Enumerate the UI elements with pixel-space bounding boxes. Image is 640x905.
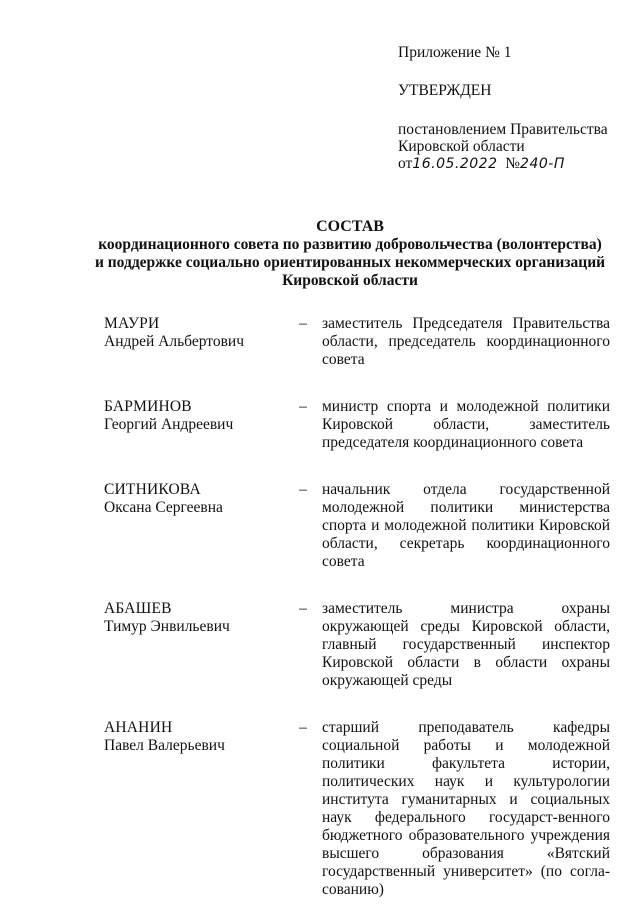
member-row xyxy=(104,600,609,690)
approval-header xyxy=(398,44,628,173)
decree-date-number xyxy=(398,155,628,173)
member-name xyxy=(104,600,284,690)
member-dash: – xyxy=(299,315,307,332)
member-dash: – xyxy=(299,481,307,498)
title-main: СОСТАВ xyxy=(316,218,384,235)
member-surname: МАУРИ xyxy=(104,315,160,332)
member-dash: – xyxy=(299,398,307,415)
title-line-1: координационного совета по развитию добровольчества (волонтерства) xyxy=(98,236,602,253)
decree-line-2: Кировской области xyxy=(398,138,525,155)
member-row xyxy=(104,398,609,452)
member-given-name: Тимур Энвильевич xyxy=(104,618,230,635)
date-prefix: от xyxy=(398,155,413,172)
handwritten-number: 240-П xyxy=(520,156,565,172)
member-name xyxy=(104,719,284,899)
document-title xyxy=(40,218,640,290)
member-surname: АНАНИН xyxy=(104,719,173,736)
title-line-3: Кировской области xyxy=(282,272,418,289)
member-role: заместитель Председателя Правительства области, председатель координационного совета xyxy=(322,315,610,368)
member-given-name: Павел Валерьевич xyxy=(104,737,225,754)
member-given-name: Андрей Альбертович xyxy=(104,333,245,350)
handwritten-date: 16.05.2022 xyxy=(412,156,498,172)
number-prefix: № xyxy=(505,155,521,172)
member-name xyxy=(104,481,284,571)
member-dash: – xyxy=(299,600,307,617)
member-row xyxy=(104,719,609,899)
member-role: начальник отдела государственной молодежной политики министерства спорта и молодежной политики Кировской области, секретарь координационного совета xyxy=(322,481,610,570)
decree-line-1: постановлением Правительства xyxy=(398,121,608,138)
member-name xyxy=(104,398,284,452)
member-row xyxy=(104,315,609,369)
member-surname: АБАШЕВ xyxy=(104,600,172,617)
member-row xyxy=(104,481,609,571)
member-surname: СИТНИКОВА xyxy=(104,481,201,498)
appendix-label: Приложение № 1 xyxy=(398,44,512,61)
member-given-name: Георгий Андреевич xyxy=(104,416,234,433)
member-role: старший преподаватель кафедры социальной работы и молодежной политики факультета истории, политических наук и культурологии института гуманитарных и социальных наук федерального государст-венного бюджетного образовательного учреждения высшего образования «Вятский государственный университет» (по согла-сованию) xyxy=(322,719,610,898)
member-dash: – xyxy=(299,719,307,736)
member-role: министр спорта и молодежной политики Кировской области, заместитель председателя координационного совета xyxy=(322,398,610,451)
member-given-name: Оксана Сергеевна xyxy=(104,499,223,516)
approved-label: УТВЕРЖДЕН xyxy=(398,82,492,99)
member-role: заместитель министра охраны окружающей среды Кировской области, главный государственный инспектор Кировской области в области охраны окружающей среды xyxy=(322,600,610,689)
members-list xyxy=(104,315,609,899)
member-name xyxy=(104,315,284,369)
member-surname: БАРМИНОВ xyxy=(104,398,192,415)
title-line-2: и поддержке социально ориентированных некоммерческих организаций xyxy=(94,254,606,271)
